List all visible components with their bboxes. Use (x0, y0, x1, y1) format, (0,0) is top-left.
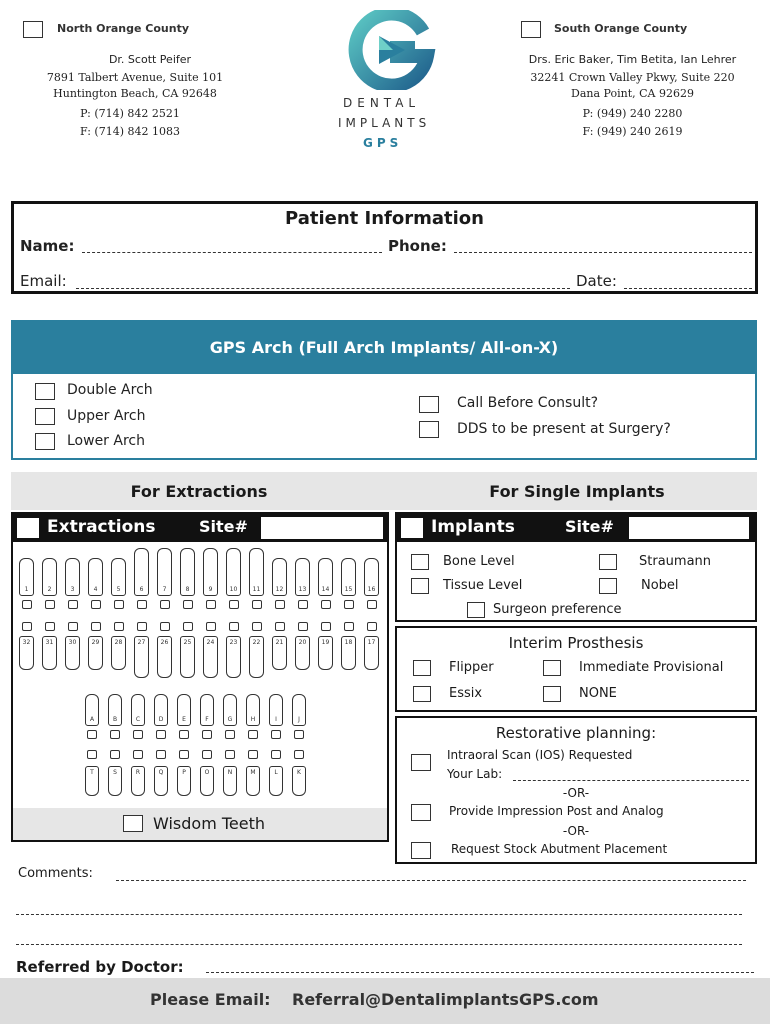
tooth-number: C (135, 716, 141, 723)
tooth-number: S (113, 769, 117, 776)
lower-arch-checkbox[interactable] (35, 433, 55, 450)
tooth-lower[interactable] (111, 636, 126, 670)
tooth-number: 10 (229, 586, 238, 593)
primary-tooth-upper[interactable] (154, 694, 168, 726)
tooth-number: I (275, 716, 277, 723)
north-office-title: North Orange County (57, 22, 190, 35)
south-office-checkbox[interactable] (521, 21, 541, 38)
primary-tooth-upper[interactable] (177, 694, 191, 726)
primary-tooth-lower[interactable] (246, 766, 260, 796)
interim-title: Interim Prosthesis (508, 634, 644, 652)
straumann-label: Straumann (639, 554, 712, 569)
primary-tooth-upper[interactable] (269, 694, 283, 726)
none-checkbox[interactable] (543, 686, 561, 702)
tooth-upper[interactable] (42, 558, 57, 596)
extractions-title-bar (13, 514, 387, 542)
tooth-number: R (135, 769, 141, 776)
tooth-upper[interactable] (157, 548, 172, 596)
tooth-lower[interactable] (318, 636, 333, 670)
tooth-upper[interactable] (318, 558, 333, 596)
extraction-checkbox-upper[interactable] (22, 600, 32, 609)
tooth-number: 2 (47, 586, 52, 593)
primary-checkbox-upper[interactable] (271, 730, 281, 739)
tooth-number: H (250, 716, 256, 723)
primary-checkbox-upper[interactable] (110, 730, 120, 739)
primary-checkbox-lower[interactable] (110, 750, 120, 759)
logo-g-icon (335, 10, 445, 90)
your-lab-label: Your Lab: (447, 767, 503, 781)
primary-tooth-upper[interactable] (200, 694, 214, 726)
tooth-number: 26 (160, 639, 169, 646)
primary-checkbox-upper[interactable] (294, 730, 304, 739)
wisdom-teeth-checkbox[interactable] (123, 815, 143, 832)
primary-checkbox-lower[interactable] (271, 750, 281, 759)
immediate-provisional-label: Immediate Provisional (579, 660, 724, 675)
tooth-upper[interactable] (111, 558, 126, 596)
north-address1: 7891 Talbert Avenue, Suite 101 (46, 71, 224, 84)
north-doctor: Dr. Scott Peifer (108, 53, 192, 66)
immediate-provisional-checkbox[interactable] (543, 660, 561, 676)
primary-checkbox-lower[interactable] (156, 750, 166, 759)
tooth-number: E (182, 716, 186, 723)
tooth-lower[interactable] (134, 636, 149, 678)
extraction-checkbox-lower[interactable] (298, 622, 308, 631)
sections-header-bar (11, 472, 757, 510)
tooth-upper[interactable] (226, 548, 241, 596)
tooth-lower[interactable] (42, 636, 57, 670)
extraction-checkbox-lower[interactable] (367, 622, 377, 631)
tooth-upper[interactable] (341, 558, 356, 596)
tooth-upper[interactable] (203, 548, 218, 596)
tooth-number: 12 (275, 586, 284, 593)
tooth-number: Q (158, 769, 164, 776)
extractions-title: Extractions (47, 517, 156, 537)
primary-tooth-upper[interactable] (108, 694, 122, 726)
dds-present-checkbox[interactable] (419, 421, 439, 438)
extraction-checkbox-lower[interactable] (252, 622, 262, 631)
comments-line-2[interactable] (16, 914, 742, 915)
extraction-checkbox-upper[interactable] (160, 600, 170, 609)
tooth-number: B (112, 716, 118, 723)
bone-level-label: Bone Level (443, 554, 515, 569)
tooth-number: 23 (229, 639, 238, 646)
surgeon-preference-checkbox[interactable] (467, 602, 485, 618)
tooth-number: M (250, 769, 256, 776)
tooth-lower[interactable] (65, 636, 80, 670)
primary-checkbox-lower[interactable] (179, 750, 189, 759)
tooth-number: 11 (252, 586, 261, 593)
impression-post-label: Provide Impression Post and Analog (449, 804, 664, 818)
tooth-number: 6 (139, 586, 144, 593)
straumann-checkbox[interactable] (599, 554, 617, 570)
intraoral-scan-checkbox[interactable] (411, 754, 431, 771)
extractions-panel (11, 512, 389, 842)
tooth-number: 14 (321, 586, 330, 593)
your-lab-field[interactable] (513, 780, 749, 781)
primary-checkbox-upper[interactable] (225, 730, 235, 739)
tooth-number: 8 (185, 586, 190, 593)
extraction-checkbox-upper[interactable] (275, 600, 285, 609)
extractions-checkbox[interactable] (17, 518, 39, 538)
tooth-lower[interactable] (157, 636, 172, 678)
stock-abutment-label: Request Stock Abutment Placement (451, 842, 668, 856)
tooth-number: N (227, 769, 233, 776)
interim-panel (395, 626, 757, 712)
primary-tooth-upper[interactable] (223, 694, 237, 726)
tooth-number: P (182, 769, 186, 776)
tooth-number: 19 (321, 639, 330, 646)
tooth-number: L (274, 769, 278, 776)
tooth-number: A (89, 716, 95, 723)
or-label-1: -OR- (562, 786, 590, 800)
tooth-number: 24 (206, 639, 215, 646)
tooth-number: 31 (45, 639, 54, 646)
implants-site-input[interactable] (629, 517, 749, 539)
south-office-title: South Orange County (554, 22, 688, 35)
double-arch-checkbox[interactable] (35, 383, 55, 400)
logo-line2: IMPLANTS (338, 116, 431, 130)
primary-tooth-lower[interactable] (177, 766, 191, 796)
extraction-checkbox-upper[interactable] (137, 600, 147, 609)
tooth-number: 5 (116, 586, 121, 593)
tooth-number: T (90, 769, 94, 776)
primary-tooth-lower[interactable] (292, 766, 306, 796)
upper-arch-checkbox[interactable] (35, 408, 55, 425)
tooth-lower[interactable] (180, 636, 195, 678)
upper-arch-label: Upper Arch (67, 408, 146, 424)
south-phone: P: (949) 240 2280 (582, 107, 683, 120)
logo-line3: GPS (363, 136, 403, 150)
tooth-number: F (205, 716, 209, 723)
extraction-checkbox-lower[interactable] (344, 622, 354, 631)
phone-label: Phone: (388, 237, 447, 255)
tooth-upper[interactable] (295, 558, 310, 596)
extraction-checkbox-lower[interactable] (22, 622, 32, 631)
tooth-number: 17 (367, 639, 376, 646)
referred-by-field[interactable] (206, 972, 754, 973)
patient-info-title: Patient Information (285, 208, 484, 229)
tooth-chart (13, 544, 387, 806)
comments-label: Comments: (18, 866, 93, 881)
tooth-lower[interactable] (295, 636, 310, 670)
stock-abutment-checkbox[interactable] (411, 842, 431, 859)
intraoral-scan-label: Intraoral Scan (IOS) Requested (447, 748, 633, 762)
tooth-number: 32 (22, 639, 31, 646)
essix-label: Essix (449, 686, 483, 701)
tooth-number: 15 (344, 586, 353, 593)
north-office-checkbox[interactable] (23, 21, 43, 38)
tissue-level-checkbox[interactable] (411, 578, 429, 594)
tooth-lower[interactable] (364, 636, 379, 670)
tooth-number: 1 (24, 586, 29, 593)
email-field[interactable] (76, 288, 570, 289)
tooth-number: 22 (252, 639, 261, 646)
primary-tooth-upper[interactable] (131, 694, 145, 726)
logo-line1: DENTAL (343, 96, 421, 110)
tooth-number: 7 (162, 586, 167, 593)
tooth-number: 3 (70, 586, 75, 593)
primary-checkbox-upper[interactable] (87, 730, 97, 739)
extraction-checkbox-lower[interactable] (206, 622, 216, 631)
gps-arch-box (11, 320, 757, 460)
tooth-number: D (158, 716, 164, 723)
extraction-checkbox-lower[interactable] (68, 622, 78, 631)
tooth-upper[interactable] (180, 548, 195, 596)
north-fax: F: (714) 842 1083 (79, 125, 180, 138)
south-address2: Dana Point, CA 92629 (571, 87, 694, 100)
primary-checkbox-lower[interactable] (87, 750, 97, 759)
tooth-upper[interactable] (272, 558, 287, 596)
lower-arch-label: Lower Arch (67, 433, 145, 449)
extractions-site-input[interactable] (261, 517, 383, 539)
primary-checkbox-lower[interactable] (202, 750, 212, 759)
footer-email[interactable]: Referral@DentalimplantsGPS.com (292, 990, 599, 1009)
tooth-number: 4 (93, 586, 98, 593)
primary-checkbox-lower[interactable] (225, 750, 235, 759)
date-label: Date: (576, 272, 617, 290)
primary-checkbox-upper[interactable] (179, 730, 189, 739)
call-before-consult-label: Call Before Consult? (457, 395, 598, 411)
implants-title: Implants (431, 517, 515, 537)
tooth-lower[interactable] (226, 636, 241, 678)
tooth-number: K (297, 769, 301, 776)
implants-title-bar (397, 514, 755, 542)
comments-line-1[interactable] (116, 880, 746, 881)
restorative-panel (395, 716, 757, 864)
tooth-lower[interactable] (88, 636, 103, 670)
primary-tooth-lower[interactable] (200, 766, 214, 796)
restorative-title: Restorative planning: (495, 724, 657, 742)
tooth-number: 18 (344, 639, 353, 646)
footer-bar (0, 978, 770, 1024)
primary-checkbox-lower[interactable] (248, 750, 258, 759)
tooth-number: 20 (298, 639, 307, 646)
tooth-number: G (227, 716, 233, 723)
primary-checkbox-lower[interactable] (294, 750, 304, 759)
tissue-level-label: Tissue Level (443, 578, 523, 593)
phone-field[interactable] (454, 252, 752, 253)
dds-present-label: DDS to be present at Surgery? (457, 421, 671, 437)
extraction-checkbox-upper[interactable] (45, 600, 55, 609)
tooth-number: 9 (208, 586, 213, 593)
logo (335, 10, 445, 155)
extraction-checkbox-lower[interactable] (45, 622, 55, 631)
extraction-checkbox-lower[interactable] (229, 622, 239, 631)
gps-arch-header (13, 322, 755, 374)
wisdom-bar (13, 808, 387, 840)
tooth-number: 29 (91, 639, 100, 646)
comments-line-3[interactable] (16, 944, 742, 945)
extraction-checkbox-upper[interactable] (298, 600, 308, 609)
patient-info-box (11, 201, 758, 294)
extraction-checkbox-upper[interactable] (321, 600, 331, 609)
tooth-upper[interactable] (249, 548, 264, 596)
extraction-checkbox-upper[interactable] (91, 600, 101, 609)
extractions-site-label: Site# (199, 517, 248, 536)
extraction-checkbox-upper[interactable] (229, 600, 239, 609)
primary-tooth-lower[interactable] (223, 766, 237, 796)
or-label-2: -OR- (562, 824, 590, 838)
primary-checkbox-upper[interactable] (248, 730, 258, 739)
primary-tooth-upper[interactable] (246, 694, 260, 726)
email-label: Email: (20, 272, 67, 290)
implants-site-label: Site# (565, 517, 614, 536)
nobel-checkbox[interactable] (599, 578, 617, 594)
flipper-checkbox[interactable] (413, 660, 431, 676)
double-arch-label: Double Arch (67, 382, 153, 398)
extraction-checkbox-upper[interactable] (114, 600, 124, 609)
extraction-checkbox-upper[interactable] (183, 600, 193, 609)
essix-checkbox[interactable] (413, 686, 431, 702)
extraction-checkbox-upper[interactable] (252, 600, 262, 609)
wisdom-teeth-label: Wisdom Teeth (153, 814, 266, 833)
tooth-number: 28 (114, 639, 123, 646)
tooth-lower[interactable] (19, 636, 34, 670)
extraction-checkbox-upper[interactable] (206, 600, 216, 609)
primary-tooth-upper[interactable] (85, 694, 99, 726)
primary-tooth-lower[interactable] (131, 766, 145, 796)
bone-level-checkbox[interactable] (411, 554, 429, 570)
implants-checkbox[interactable] (401, 518, 423, 538)
referred-by-label: Referred by Doctor: (16, 958, 184, 976)
tooth-upper[interactable] (19, 558, 34, 596)
impression-post-checkbox[interactable] (411, 804, 431, 821)
primary-tooth-upper[interactable] (292, 694, 306, 726)
tooth-upper[interactable] (134, 548, 149, 596)
primary-checkbox-upper[interactable] (202, 730, 212, 739)
nobel-label: Nobel (641, 578, 679, 593)
south-fax: F: (949) 240 2619 (582, 125, 683, 138)
primary-tooth-lower[interactable] (85, 766, 99, 796)
tooth-number: 30 (68, 639, 77, 646)
tooth-number: 16 (367, 586, 376, 593)
tooth-number: 13 (298, 586, 307, 593)
name-field[interactable] (82, 252, 382, 253)
name-label: Name: (20, 237, 75, 255)
tooth-lower[interactable] (341, 636, 356, 670)
tooth-lower[interactable] (272, 636, 287, 670)
primary-checkbox-upper[interactable] (156, 730, 166, 739)
tooth-number: J (298, 716, 300, 723)
tooth-upper[interactable] (364, 558, 379, 596)
implants-panel (395, 512, 757, 622)
extraction-checkbox-lower[interactable] (183, 622, 193, 631)
surgeon-preference-label: Surgeon preference (493, 602, 622, 617)
tooth-lower[interactable] (249, 636, 264, 678)
extraction-checkbox-lower[interactable] (91, 622, 101, 631)
extractions-section-title: For Extractions (130, 482, 268, 501)
extraction-checkbox-upper[interactable] (367, 600, 377, 609)
north-address2: Huntington Beach, CA 92648 (53, 87, 217, 100)
tooth-number: O (204, 769, 210, 776)
footer-email-prefix: Please Email: (150, 990, 271, 1009)
extraction-checkbox-lower[interactable] (160, 622, 170, 631)
none-label: NONE (579, 686, 617, 701)
extraction-checkbox-lower[interactable] (114, 622, 124, 631)
tooth-number: 21 (275, 639, 284, 646)
extraction-checkbox-upper[interactable] (68, 600, 78, 609)
date-field[interactable] (624, 288, 752, 289)
extraction-checkbox-lower[interactable] (275, 622, 285, 631)
extraction-checkbox-lower[interactable] (137, 622, 147, 631)
primary-tooth-lower[interactable] (269, 766, 283, 796)
south-address1: 32241 Crown Valley Pkwy, Suite 220 (530, 71, 735, 84)
flipper-label: Flipper (449, 660, 494, 675)
south-doctors: Drs. Eric Baker, Tim Betita, Ian Lehrer (528, 53, 737, 66)
call-before-consult-checkbox[interactable] (419, 396, 439, 413)
extraction-checkbox-upper[interactable] (344, 600, 354, 609)
implants-section-title: For Single Implants (489, 482, 665, 501)
primary-checkbox-upper[interactable] (133, 730, 143, 739)
gps-arch-title: GPS Arch (Full Arch Implants/ All-on-X) (209, 338, 559, 357)
primary-checkbox-lower[interactable] (133, 750, 143, 759)
tooth-upper[interactable] (88, 558, 103, 596)
tooth-number: 25 (183, 639, 192, 646)
primary-tooth-lower[interactable] (154, 766, 168, 796)
primary-tooth-lower[interactable] (108, 766, 122, 796)
tooth-lower[interactable] (203, 636, 218, 678)
extraction-checkbox-lower[interactable] (321, 622, 331, 631)
north-phone: P: (714) 842 2521 (80, 107, 180, 120)
tooth-upper[interactable] (65, 558, 80, 596)
tooth-number: 27 (137, 639, 146, 646)
